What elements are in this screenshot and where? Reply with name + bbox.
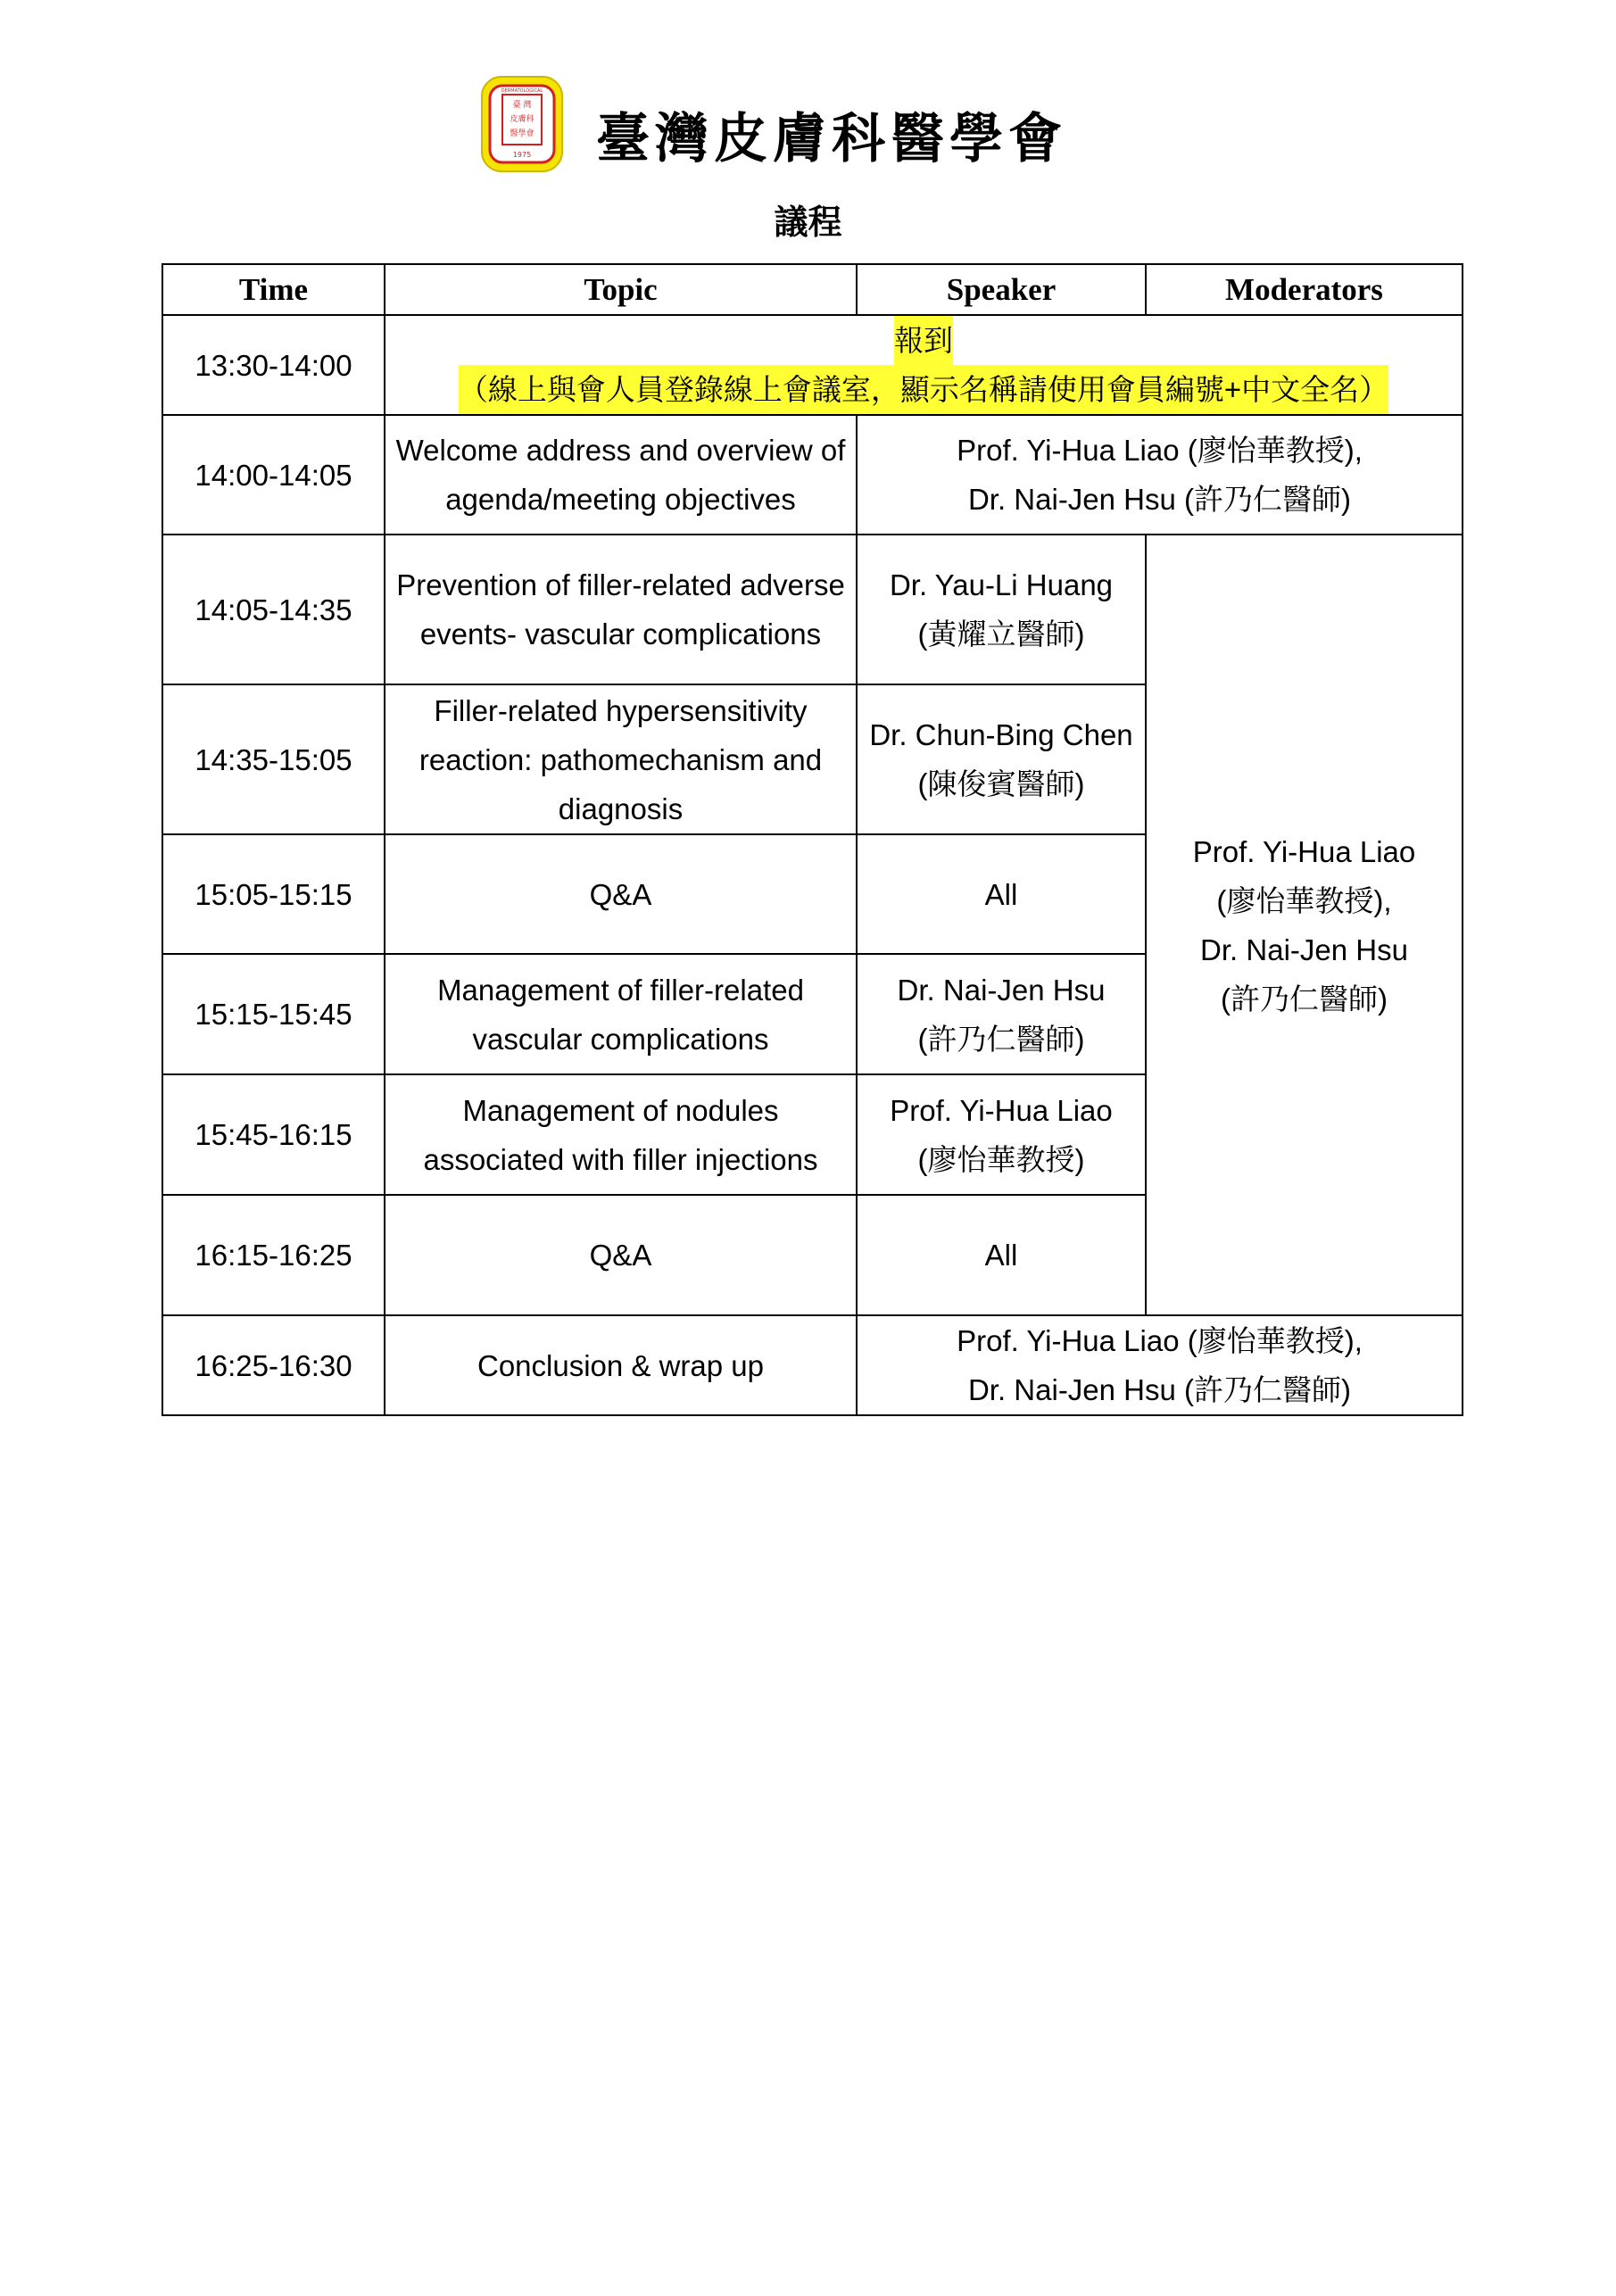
speaker-line: Prof. Yi-Hua Liao (廖怡華教授), [957, 434, 1363, 467]
header-time: Time [162, 264, 385, 315]
svg-text:皮膚科: 皮膚科 [510, 115, 535, 124]
row-time: 15:45-16:15 [162, 1074, 385, 1195]
header-speaker: Speaker [857, 264, 1146, 315]
table-row [162, 1315, 1463, 1415]
moderator-line: Prof. Yi-Hua Liao [1192, 834, 1416, 868]
row-speaker [857, 415, 1463, 535]
speaker-line: Dr. Yau-Li Huang [889, 568, 1114, 601]
speaker-line: Dr. Chun-Bing Chen [869, 718, 1133, 751]
row-time: 15:05-15:15 [162, 834, 385, 954]
speaker-line: Dr. Nai-Jen Hsu (許乃仁醫師) [967, 483, 1352, 516]
row-topic: Q&A [385, 834, 857, 954]
speaker-line: Prof. Yi-Hua Liao [890, 1093, 1113, 1127]
moderators-cell [1146, 535, 1463, 1315]
svg-text:1975: 1975 [512, 151, 532, 159]
row-time: 16:15-16:25 [162, 1195, 385, 1315]
organization-name: 臺灣皮膚科醫學會 [596, 108, 1067, 170]
row-topic: Prevention of filler-related adverse events- vascular complications [385, 535, 857, 684]
association-seal-icon [480, 75, 564, 173]
row-time: 14:05-14:35 [162, 535, 385, 684]
table-row [162, 415, 1463, 535]
row-speaker [857, 1074, 1146, 1195]
row-speaker [857, 1315, 1463, 1415]
agenda-table [162, 263, 1463, 1416]
speaker-line: Prof. Yi-Hua Liao (廖怡華教授), [957, 1324, 1363, 1357]
page-header [0, 0, 1616, 268]
speaker-line: Dr. Nai-Jen Hsu (許乃仁醫師) [967, 1373, 1352, 1406]
speaker-line: (廖怡華教授) [917, 1142, 1085, 1176]
row-topic: Management of nodules associated with filler injections [385, 1074, 857, 1195]
row-topic: Welcome address and overview of agenda/meeting objectives [385, 415, 857, 535]
row-speaker [857, 954, 1146, 1074]
row-topic: Q&A [385, 1195, 857, 1315]
header-topic: Topic [385, 264, 857, 315]
table-header-row [162, 264, 1463, 315]
registration-label: 報到 [894, 316, 953, 365]
row-speaker: All [857, 834, 1146, 954]
svg-text:臺 灣: 臺 灣 [512, 101, 532, 110]
speaker-line: (陳俊賓醫師) [917, 767, 1085, 800]
row-time: 14:00-14:05 [162, 415, 385, 535]
row-time: 15:15-15:45 [162, 954, 385, 1074]
table-row [162, 315, 1463, 415]
row-speaker [857, 684, 1146, 834]
registration-note: （線上與會人員登錄線上會議室，顯示名稱請使用會員編號+中文全名） [459, 365, 1388, 414]
svg-text:DERMATOLOGICAL: DERMATOLOGICAL [501, 88, 543, 94]
speaker-line: Dr. Nai-Jen Hsu [897, 973, 1106, 1007]
document-title: 議程 [774, 203, 842, 242]
speaker-line: (黃耀立醫師) [917, 618, 1085, 651]
row-time: 16:25-16:30 [162, 1315, 385, 1415]
speaker-line: (許乃仁醫師) [917, 1022, 1085, 1056]
row-topic: Filler-related hypersensitivity reaction: pathomechanism and diagnosis [385, 684, 857, 834]
moderator-line: (廖怡華教授), [1216, 883, 1392, 917]
moderator-line: Dr. Nai-Jen Hsu [1200, 932, 1408, 966]
row-time: 14:35-15:05 [162, 684, 385, 834]
moderator-line: (許乃仁醫師) [1221, 982, 1388, 1015]
svg-text:醫學會: 醫學會 [510, 129, 535, 138]
row-speaker [857, 535, 1146, 684]
header-moderators: Moderators [1146, 264, 1463, 315]
table-row [162, 535, 1463, 684]
registration-cell [385, 315, 1463, 415]
row-topic: Management of filler-related vascular complications [385, 954, 857, 1074]
row-time: 13:30-14:00 [162, 315, 385, 415]
row-topic: Conclusion & wrap up [385, 1315, 857, 1415]
row-speaker: All [857, 1195, 1146, 1315]
